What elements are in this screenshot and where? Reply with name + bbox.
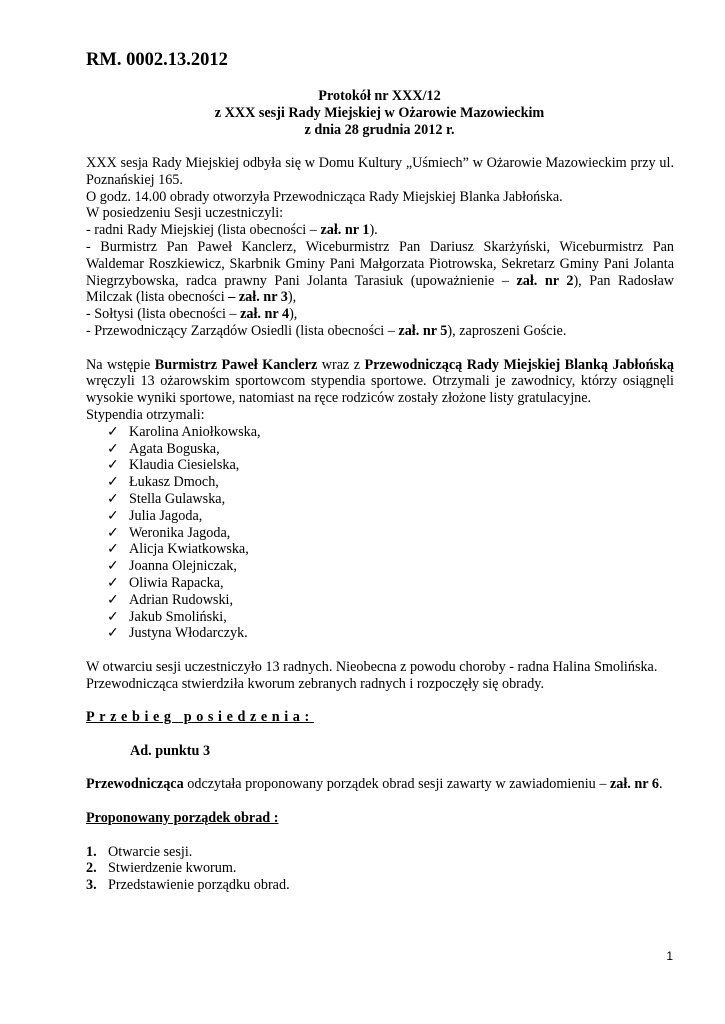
list-item	[107, 525, 674, 542]
checkmark-icon: ✓	[107, 541, 119, 558]
recipients-label: Stypendia otrzymali:	[86, 406, 205, 423]
checkmark-icon: ✓	[107, 558, 119, 575]
list-item	[107, 592, 674, 609]
checkmark-icon: ✓	[107, 608, 119, 625]
checkmark-icon: ✓	[107, 490, 119, 507]
agenda-item-number: 3.	[86, 877, 97, 894]
session-title: z XXX sesji Rady Miejskiej w Ożarowie Mazowieckim	[214, 105, 545, 121]
list-item	[107, 541, 674, 558]
recipient-name: Oliwia Rapacka,	[129, 574, 224, 591]
checkmark-icon: ✓	[107, 625, 119, 642]
checkmark-icon: ✓	[107, 423, 119, 440]
ad-point-title: Ad. punktu 3	[130, 742, 211, 759]
checkmark-icon: ✓	[107, 574, 119, 591]
scholarship-paragraph: Na wstępie Burmistrz Paweł Kanclerz wraz z Przewodniczącą Rady Miejskiej Blanką Jabłońską wręczyli 13 ożarowskim sportowcom stypendia sportowe. Otrzymali je zawodnicy, którzy osiągnęli wysokie wyniki sportowe, natomiast na ręce rodziców zostały złożone listy gratulacyjne.	[86, 356, 674, 407]
attendee-councillors: - radni Rady Miejskiej (lista obecności – zał. nr 1).	[86, 222, 378, 239]
recipient-name: Karolina Aniołkowska,	[129, 423, 261, 440]
list-item	[107, 625, 674, 642]
list-item	[107, 424, 674, 441]
agenda-item	[86, 877, 674, 894]
recipient-name: Alicja Kwiatkowska,	[129, 541, 249, 558]
checkmark-icon: ✓	[107, 457, 119, 474]
checkmark-icon: ✓	[107, 507, 119, 524]
agenda-item-text: Przedstawienie porządku obrad.	[108, 877, 290, 894]
recipient-name: Łukasz Dmoch,	[129, 474, 219, 491]
agenda-item	[86, 844, 674, 861]
document-body	[86, 155, 674, 894]
list-item	[107, 609, 674, 626]
agenda-title: Proponowany porządek obrad :	[86, 810, 279, 827]
list-item	[107, 457, 674, 474]
agenda-item-text: Stwierdzenie kworum.	[108, 860, 237, 877]
quorum-paragraph: W otwarciu sesji uczestniczyło 13 radnych. Nieobecna z powodu choroby - radna Halina Smolińska.	[86, 658, 658, 675]
attendee-soltysi: - Sołtysi (lista obecności – zał. nr 4),	[86, 306, 298, 323]
quorum-confirmation: Przewodnicząca stwierdziła kworum zebranych radnych i rozpoczęły się obrady.	[86, 675, 545, 692]
recipient-name: Adrian Rudowski,	[129, 591, 234, 608]
agenda-item-number: 1.	[86, 843, 97, 860]
protocol-header	[86, 88, 673, 139]
agenda-item-text: Otwarcie sesji.	[108, 843, 193, 860]
checkmark-icon: ✓	[107, 591, 119, 608]
list-item	[107, 474, 674, 491]
checkmark-icon: ✓	[107, 474, 119, 491]
protocol-title: Protokół nr XXX/12	[318, 88, 441, 104]
list-item	[107, 508, 674, 525]
recipient-name: Agata Boguska,	[129, 440, 220, 457]
intro-paragraph: XXX sesja Rady Miejskiej odbyła się w Domu Kultury „Uśmiech” w Ożarowie Mazowieckim przy ul. Poznańskiej 165.	[86, 155, 674, 188]
recipient-name: Weronika Jagoda,	[129, 524, 231, 541]
list-item	[107, 558, 674, 575]
recipient-name: Jakub Smoliński,	[129, 608, 227, 625]
attendee-officials: - Burmistrz Pan Paweł Kanclerz, Wiceburmistrz Pan Dariusz Skarżyński, Wiceburmistrz Pan Waldemar Roszkiewicz, Skarbnik Gminy Pani Małgorzata Piotrowska, Sekretarz Gminy Pani Jolanta Niegrzybowska, radca prawny Pani Jolanta Tarasiuk (upoważnienie – zał. nr 2), Pan Radosław Milczak (lista obecności – zał. nr 3),	[86, 238, 674, 306]
agenda-list	[86, 844, 674, 894]
checkmark-icon: ✓	[107, 524, 119, 541]
page-number: 1	[666, 949, 673, 963]
opening-paragraph: O godz. 14.00 obrady otworzyła Przewodnicząca Rady Miejskiej Blanka Jabłońska.	[86, 188, 563, 205]
proceedings-title: Przebieg posiedzenia:	[86, 709, 314, 726]
agenda-item	[86, 860, 674, 877]
recipient-name: Stella Gulawska,	[129, 490, 226, 507]
recipient-name: Justyna Włodarczyk.	[129, 625, 248, 642]
list-item	[107, 441, 674, 458]
recipients-list	[86, 424, 674, 642]
session-date: z dnia 28 grudnia 2012 r.	[304, 122, 455, 138]
attendees-heading: W posiedzeniu Sesji uczestniczyli:	[86, 205, 284, 222]
agenda-reading-paragraph: Przewodnicząca odczytała proponowany porządek obrad sesji zawarty w zawiadomieniu – zał. nr 6.	[86, 776, 663, 793]
attendee-osiedla: - Przewodniczący Zarządów Osiedli (lista obecności – zał. nr 5), zaproszeni Goście.	[86, 322, 567, 339]
list-item	[107, 575, 674, 592]
document-reference: RM. 0002.13.2012	[86, 50, 228, 70]
checkmark-icon: ✓	[107, 440, 119, 457]
list-item	[107, 491, 674, 508]
recipient-name: Joanna Olejniczak,	[129, 558, 237, 575]
agenda-item-number: 2.	[86, 860, 97, 877]
recipient-name: Klaudia Ciesielska,	[129, 457, 240, 474]
recipient-name: Julia Jagoda,	[129, 507, 203, 524]
